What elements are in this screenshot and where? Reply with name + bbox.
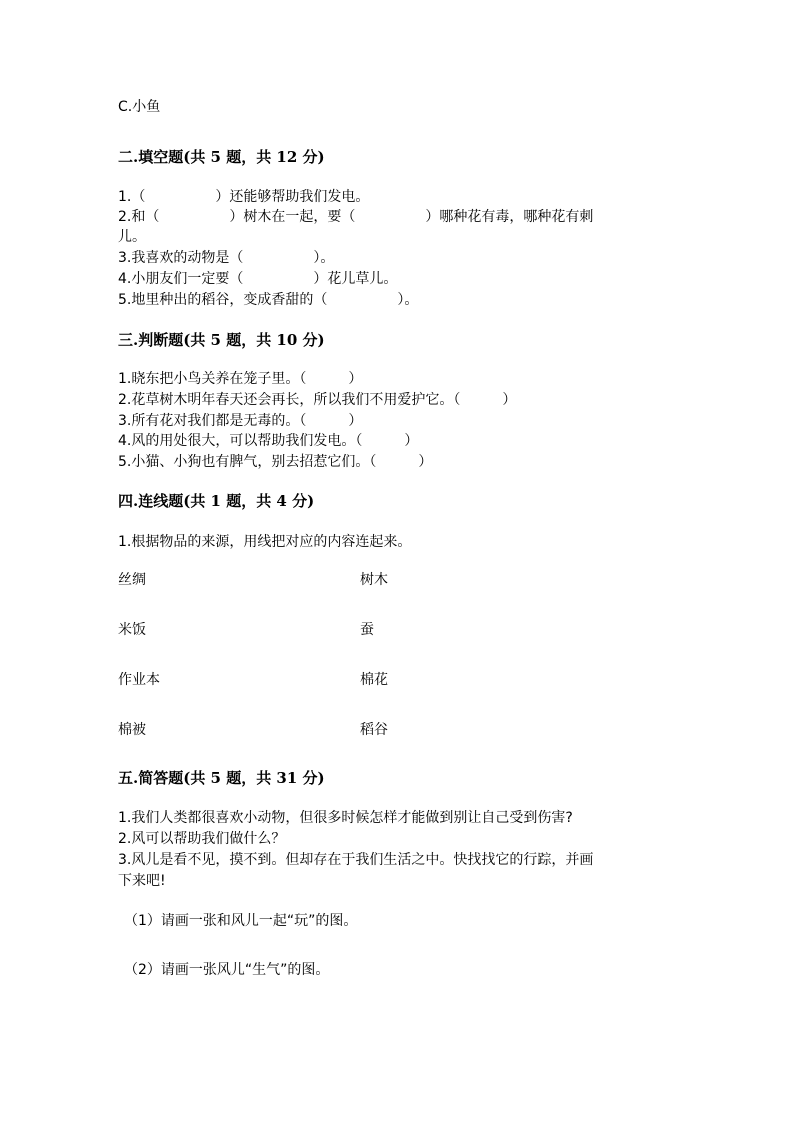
section-5-title: 五.简答题(共 5 题，共 31 分)	[118, 769, 325, 787]
fill-item-5: 5.地里种出的稻谷，变成香甜的（ ）。	[118, 292, 419, 308]
judge-item-3: 3.所有花对我们都是无毒的。（ ）	[118, 413, 363, 429]
fill-item-2: 2.和（ ）树木在一起，要（ ）哪种花有毒，哪种花有刺	[118, 209, 594, 225]
judge-item-1: 1.晓东把小鸟关养在笼子里。（ ）	[118, 371, 363, 387]
fill-item-1: 1.（ ）还能够帮助我们发电。	[118, 189, 370, 205]
section-3-title: 三.判断题(共 5 题，共 10 分)	[118, 331, 325, 349]
short-item-2: 2.风可以帮助我们做什么？	[118, 831, 286, 847]
match-question: 1.根据物品的来源，用线把对应的内容连起来。	[118, 534, 412, 550]
fill-item-3: 3.我喜欢的动物是（ ）。	[118, 250, 335, 266]
short-item-3-sub-1: （1）请画一张和风儿一起“玩”的图。	[124, 913, 358, 929]
fill-item-2-cont: 儿。	[118, 229, 146, 245]
option-c: C.小鱼	[118, 99, 161, 115]
judge-item-5: 5.小猫、小狗也有脾气，别去招惹它们。（ ）	[118, 454, 433, 470]
match-right-4: 稻谷	[360, 722, 388, 738]
judge-item-4: 4.风的用处很大，可以帮助我们发电。（ ）	[118, 433, 419, 449]
match-right-1: 树木	[360, 572, 388, 588]
section-4-title: 四.连线题(共 1 题，共 4 分)	[118, 492, 315, 510]
match-left-3: 作业本	[118, 672, 160, 688]
match-left-2: 米饭	[118, 622, 146, 638]
section-2-title: 二.填空题(共 5 题，共 12 分)	[118, 148, 325, 166]
short-item-3-cont: 下来吧!	[118, 873, 166, 889]
short-item-3: 3.风儿是看不见，摸不到。但却存在于我们生活之中。快找找它的行踪，并画	[118, 852, 594, 868]
match-right-2: 蚕	[360, 622, 374, 638]
match-left-1: 丝绸	[118, 572, 146, 588]
match-left-4: 棉被	[118, 722, 146, 738]
short-item-1: 1.我们人类都很喜欢小动物，但很多时候怎样才能做到别让自己受到伤害?	[118, 810, 573, 826]
match-right-3: 棉花	[360, 672, 388, 688]
fill-item-4: 4.小朋友们一定要（ ）花儿草儿。	[118, 271, 398, 287]
short-item-3-sub-2: （2）请画一张风儿“生气”的图。	[124, 962, 330, 978]
judge-item-2: 2.花草树木明年春天还会再长，所以我们不用爱护它。（ ）	[118, 392, 517, 408]
